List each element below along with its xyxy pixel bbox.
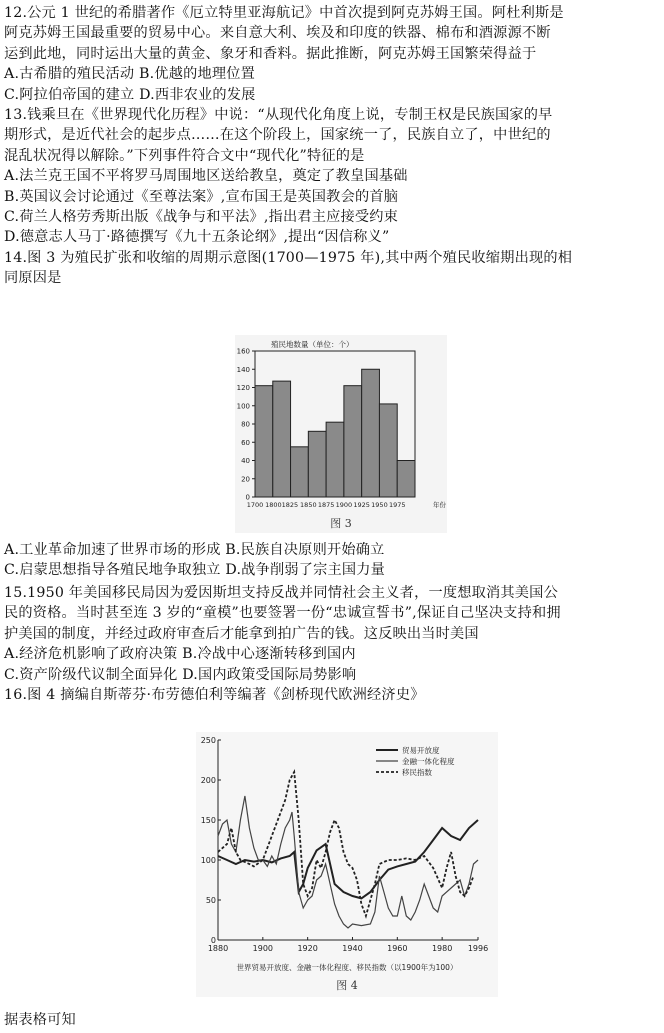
fig3-x-tick-label: 1875 — [317, 501, 335, 509]
q13-line-2: 期形式，是近代社会的起步点……在这个阶段上，国家统一了，民族自立了，中世纪的 — [4, 127, 551, 144]
question-12 — [4, 3, 660, 105]
fig4-legend-label-0: 贸易开放度 — [402, 746, 440, 755]
fig4-series-line-0 — [218, 820, 478, 898]
fig4-caption: 图 4 — [336, 979, 358, 992]
fig3-bar-1700-1750 — [255, 386, 273, 497]
fig4-y-tick-label: 0 — [210, 936, 216, 945]
figure-4-chart — [196, 732, 498, 997]
fig3-x-axis-label: 年份 — [433, 501, 446, 509]
q13-option-d: D.德意志人马丁·路德撰写《九十五条论纲》,提出“因信称义” — [4, 229, 390, 246]
fig3-y-tick-label: 40 — [241, 457, 250, 465]
fig3-bar-1925-1950 — [379, 404, 397, 497]
q12-option-ab: A.古希腊的殖民活动 B.优越的地理位置 — [4, 66, 256, 83]
fig4-legend-label-2: 移民指数 — [402, 768, 432, 777]
fig4-y-tick-label: 100 — [200, 856, 216, 865]
fig3-x-tick-label: 1925 — [353, 501, 370, 509]
fig4-chart-title: 世界贸易开放度、金融一体化程度、移民指数（以1900年为100） — [236, 963, 458, 972]
fig3-bar-1750-1800 — [273, 381, 291, 497]
question-14-options — [4, 540, 660, 581]
q16-tail-text: 据表格可知 — [4, 1012, 76, 1028]
fig4-x-tick-label: 1960 — [387, 944, 408, 953]
fig3-caption: 图 3 — [330, 517, 352, 530]
q14-option-cd: C.启蒙思想指导各殖民地争取独立 D.战争削弱了宗主国力量 — [4, 562, 386, 579]
fig3-y-tick-label: 80 — [241, 420, 250, 429]
q14-line-2: 同原因是 — [4, 270, 62, 287]
fig4-x-tick-label: 1920 — [297, 944, 318, 953]
q15-option-cd: C.资产阶级代议制全面异化 D.国内政策受国际局势影响 — [4, 666, 357, 683]
fig4-y-tick-label: 250 — [200, 736, 216, 745]
figure-4 — [196, 732, 498, 997]
question-16-tail — [4, 1010, 660, 1030]
fig3-y-tick-label: 20 — [241, 475, 250, 484]
q16-line-1: 16.图 4 摘编自斯蒂芬·布劳德伯利等编著《剑桥现代欧洲经济史》 — [4, 687, 425, 703]
fig3-bar-1950-1975 — [397, 461, 415, 498]
q15-line-1: 15.1950 年美国移民局因为爱因斯坦支持反战并同情社会主义者，一度想取消其美国公 — [4, 585, 558, 601]
figure-3 — [235, 335, 447, 533]
q13-line-1: 13.钱乘旦在《世界现代化历程》中说：“从现代化角度上说，专制王权是民族国家的早 — [4, 107, 553, 123]
q14-option-ab: A.工业革命加速了世界市场的形成 B.民族自决原则开始确立 — [4, 542, 385, 558]
fig3-y-tick-label: 100 — [236, 402, 250, 411]
fig4-x-tick-label: 1980 — [431, 944, 453, 953]
fig3-y-tick-label: 120 — [236, 384, 250, 392]
q12-option-cd: C.阿拉伯帝国的建立 D.西非农业的发展 — [4, 86, 256, 103]
question-13 — [4, 105, 660, 248]
q13-option-b: B.英国议会讨论通过《至尊法案》,宣布国王是英国教会的首脑 — [4, 188, 399, 205]
fig3-y-tick-label: 140 — [236, 365, 250, 374]
q15-line-3: 护美国的制度，并经过政府审查后才能拿到拍广告的钱。这反映出当时美国 — [4, 625, 479, 642]
q13-option-a: A.法兰克王国不平将罗马周围地区送给教皇，奠定了教皇国基础 — [4, 168, 408, 185]
q15-line-2: 民的资格。当时甚至连 3 岁的“童模”也要签署一份“忠诚宣誓书”,保证自己坚决支持和拥 — [4, 605, 561, 622]
fig3-x-tick-label: 18001825 — [265, 501, 299, 509]
q12-line-1: 12.公元 1 世纪的希腊著作《厄立特里亚海航记》中首次提到阿克苏姆王国。阿杜利斯是 — [4, 5, 564, 21]
fig4-x-tick-label: 1900 — [252, 944, 274, 953]
q12-line-3: 运到此地，同时运出大量的黄金、象牙和香料。据此推断，阿克苏姆王国繁荣得益于 — [4, 45, 537, 62]
fig4-y-tick-label: 200 — [200, 776, 216, 785]
fig3-chart-title: 殖民地数量（单位：个） — [271, 340, 354, 349]
fig3-bar-1875-1900 — [344, 386, 362, 497]
fig4-y-tick-label: 50 — [205, 896, 216, 905]
fig3-y-tick-label: 60 — [241, 438, 250, 447]
fig3-x-tick-label: 1975 — [388, 501, 406, 509]
fig3-plot-area — [237, 348, 447, 510]
fig4-x-tick-label: 1996 — [467, 944, 489, 953]
q13-option-c: C.荷兰人格劳秀斯出版《战争与和平法》,指出君主应接受约束 — [4, 209, 399, 226]
fig3-bar-1800-1825 — [291, 447, 309, 497]
fig4-legend-label-1: 金融一体化程度 — [402, 757, 455, 766]
fig3-y-tick-label: 0 — [245, 493, 250, 502]
q12-line-2: 阿克苏姆王国最重要的贸易中心。来自意大利、埃及和印度的铁器、棉布和酒源源不断 — [4, 25, 551, 42]
fig3-bar-1850-1875 — [326, 422, 344, 497]
fig4-x-tick-label: 1940 — [342, 944, 363, 953]
q13-line-3: 混乱状况得以解除。”下列事件符合文中“现代化”特征的是 — [4, 147, 365, 164]
question-15 — [4, 583, 660, 685]
fig3-x-tick-label: 1950 — [371, 501, 388, 509]
fig3-x-tick-label: 1700 — [246, 501, 264, 509]
figure-3-chart — [235, 335, 447, 533]
fig3-y-tick-label: 160 — [236, 347, 250, 356]
q15-option-ab: A.经济危机影响了政府决策 B.冷战中心逐渐转移到国内 — [4, 646, 356, 663]
fig4-plot-area — [201, 736, 488, 953]
fig4-series-line-2 — [218, 772, 474, 916]
fig3-bar-1900-1925 — [362, 369, 380, 497]
fig4-x-tick-label: 1880 — [207, 944, 229, 953]
question-14 — [4, 248, 660, 289]
q14-line-1: 14.图 3 为殖民扩张和收缩的周期示意图(1700—1975 年),其中两个殖民收缩期出现的相 — [4, 250, 573, 266]
fig3-x-tick-label: 1900 — [335, 501, 353, 509]
fig3-bar-1825-1850 — [308, 431, 326, 497]
fig3-x-tick-label: 1850 — [300, 501, 317, 509]
question-16 — [4, 685, 660, 705]
fig4-y-tick-label: 150 — [200, 816, 216, 825]
